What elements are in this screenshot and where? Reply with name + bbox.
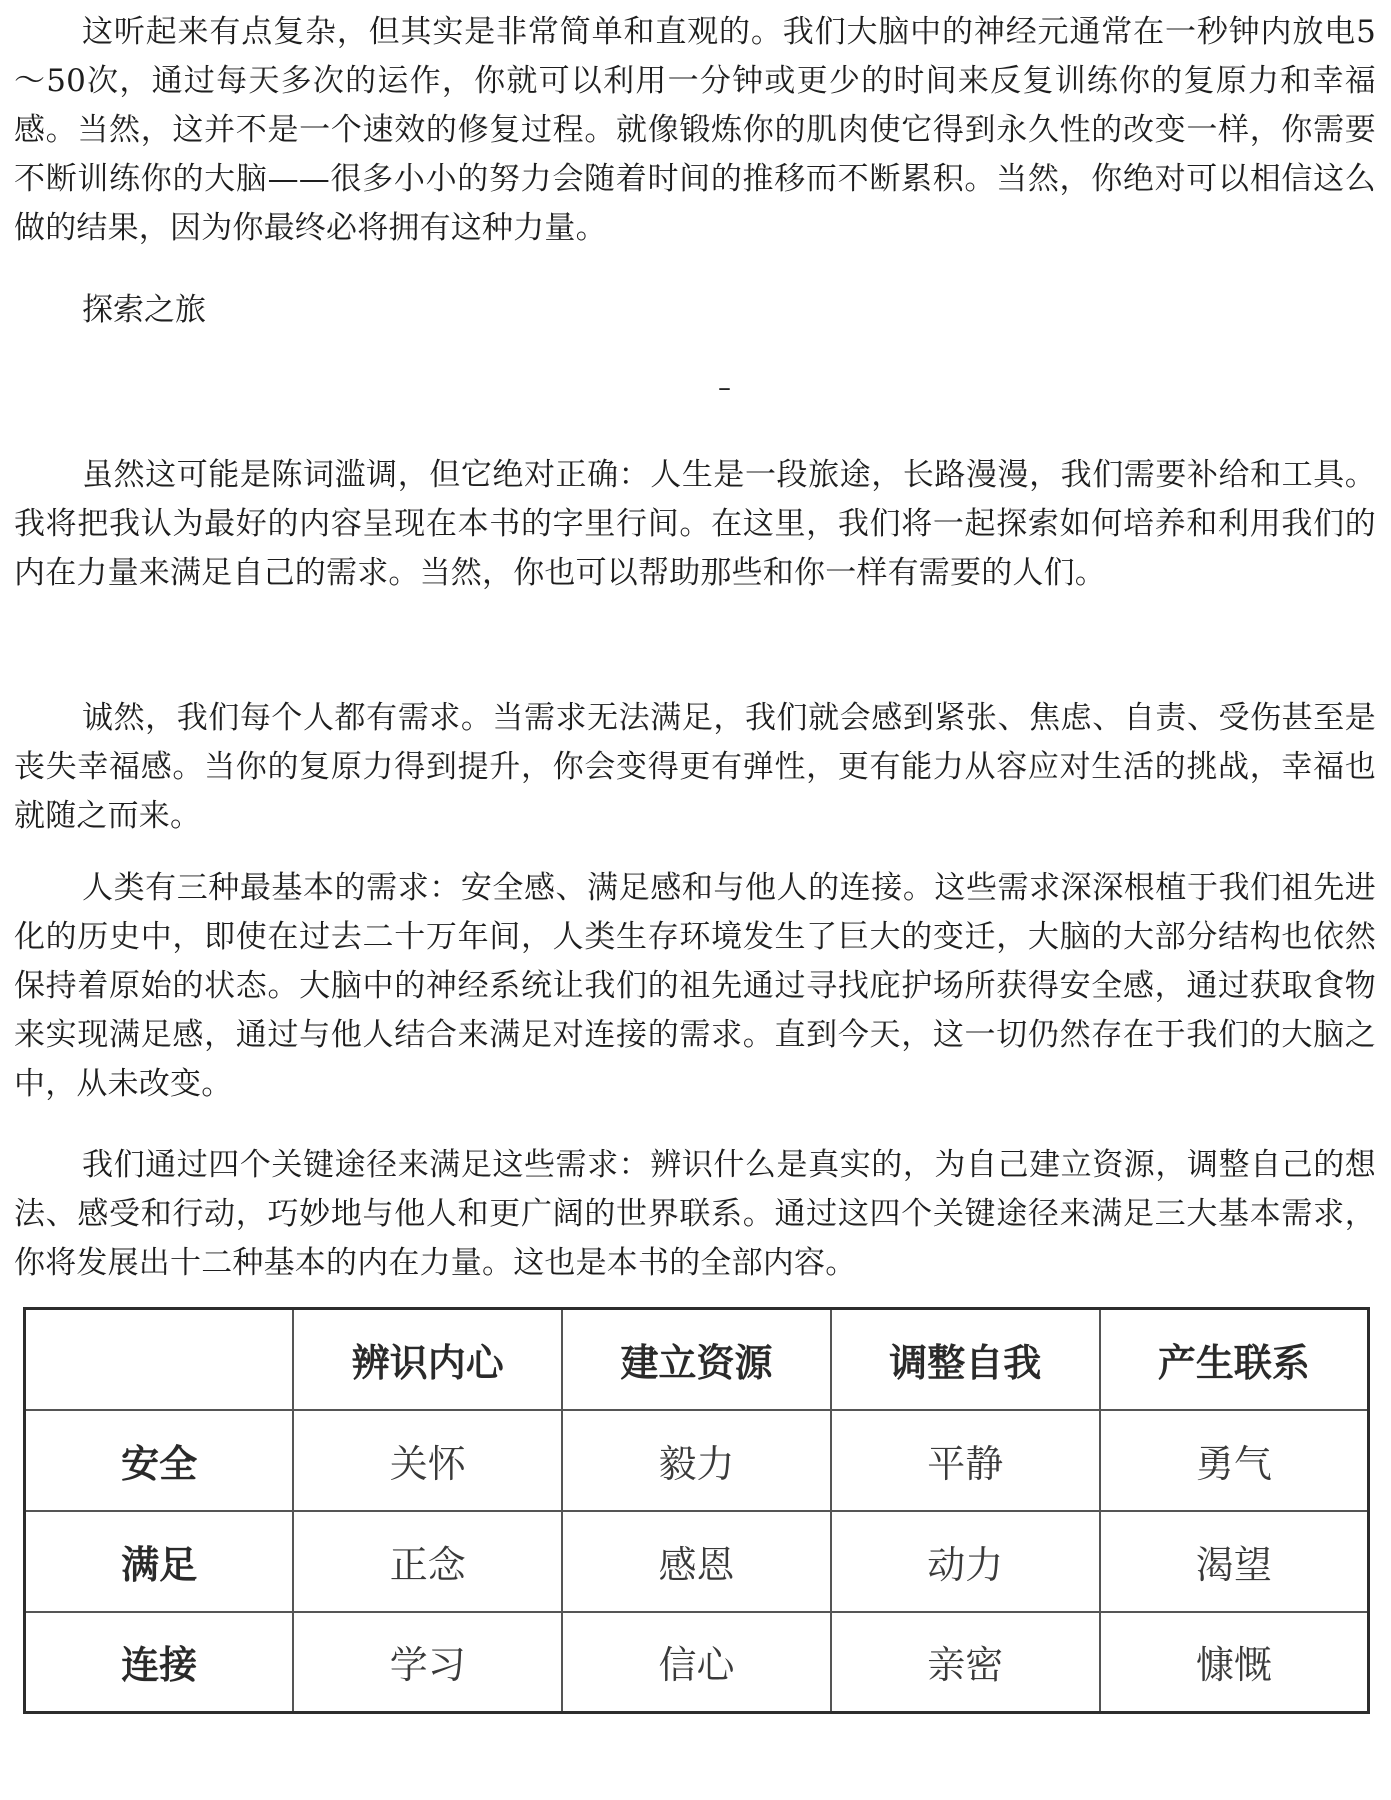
table-cell: 亲密 (831, 1612, 1100, 1713)
table-cell: 信心 (562, 1612, 831, 1713)
table-cell: 渴望 (1100, 1511, 1369, 1612)
table-cell: 毅力 (562, 1410, 831, 1511)
table-row (25, 1410, 1369, 1511)
table-cell: 感恩 (562, 1511, 831, 1612)
paragraph-needs: 诚然，我们每个人都有需求。当需求无法满足，我们就会感到紧张、焦虑、自责、受伤甚至是丧失幸福感。当你的复原力得到提升，你会变得更有弹性，更有能力从容应对生活的挑战，幸福也就随之而来。 (14, 700, 1376, 834)
paragraph-journey: 虽然这可能是陈词滥调，但它绝对正确：人生是一段旅途，长路漫漫，我们需要补给和工具。我将把我认为最好的内容呈现在本书的字里行间。在这里，我们将一起探索如何培养和利用我们的内在力量来满足自己的需求。当然，你也可以帮助那些和你一样有需要的人们。 (14, 457, 1376, 591)
inner-strengths-table-wrapper (23, 1307, 1370, 1712)
table-corner-cell (25, 1309, 294, 1410)
table-row (25, 1612, 1369, 1713)
column-header: 建立资源 (562, 1309, 831, 1410)
column-header: 产生联系 (1100, 1309, 1369, 1410)
paragraph-neurons: 这听起来有点复杂，但其实是非常简单和直观的。我们大脑中的神经元通常在一秒钟内放电5～50次，通过每天多次的运作，你就可以利用一分钟或更少的时间来反复训练你的复原力和幸福感。当然，这并不是一个速效的修复过程。就像锻炼你的肌肉使它得到永久性的改变一样，你需要不断训练你的大脑——很多小小的努力会随着时间的推移而不断累积。当然，你绝对可以相信这么做的结果，因为你最终必将拥有这种力量。 (14, 14, 1376, 246)
table-cell: 正念 (293, 1511, 562, 1612)
column-header: 调整自我 (831, 1309, 1100, 1410)
table-cell: 动力 (831, 1511, 1100, 1612)
table-cell: 平静 (831, 1410, 1100, 1511)
table-row (25, 1511, 1369, 1612)
inner-strengths-table (23, 1307, 1370, 1714)
section-divider-dash: – (718, 373, 731, 403)
table-cell: 关怀 (293, 1410, 562, 1511)
row-header: 满足 (25, 1511, 294, 1612)
table-cell: 学习 (293, 1612, 562, 1713)
table-cell: 勇气 (1100, 1410, 1369, 1511)
row-header: 安全 (25, 1410, 294, 1511)
column-header: 辨识内心 (293, 1309, 562, 1410)
table-header-row (25, 1309, 1369, 1410)
paragraph-three-needs: 人类有三种最基本的需求：安全感、满足感和与他人的连接。这些需求深深根植于我们祖先进化的历史中，即使在过去二十万年间，人类生存环境发生了巨大的变迁，大脑的大部分结构也依然保持着原始的状态。大脑中的神经系统让我们的祖先通过寻找庇护场所获得安全感，通过获取食物来实现满足感，通过与他人结合来满足对连接的需求。直到今天，这一切仍然存在于我们的大脑之中，从未改变。 (14, 870, 1376, 1102)
section-heading: 探索之旅 (82, 292, 206, 328)
table-cell: 慷慨 (1100, 1612, 1369, 1713)
paragraph-four-paths: 我们通过四个关键途径来满足这些需求：辨识什么是真实的，为自己建立资源，调整自己的想法、感受和行动，巧妙地与他人和更广阔的世界联系。通过这四个关键途径来满足三大基本需求，你将发展出十二种基本的内在力量。这也是本书的全部内容。 (14, 1147, 1376, 1281)
row-header: 连接 (25, 1612, 294, 1713)
